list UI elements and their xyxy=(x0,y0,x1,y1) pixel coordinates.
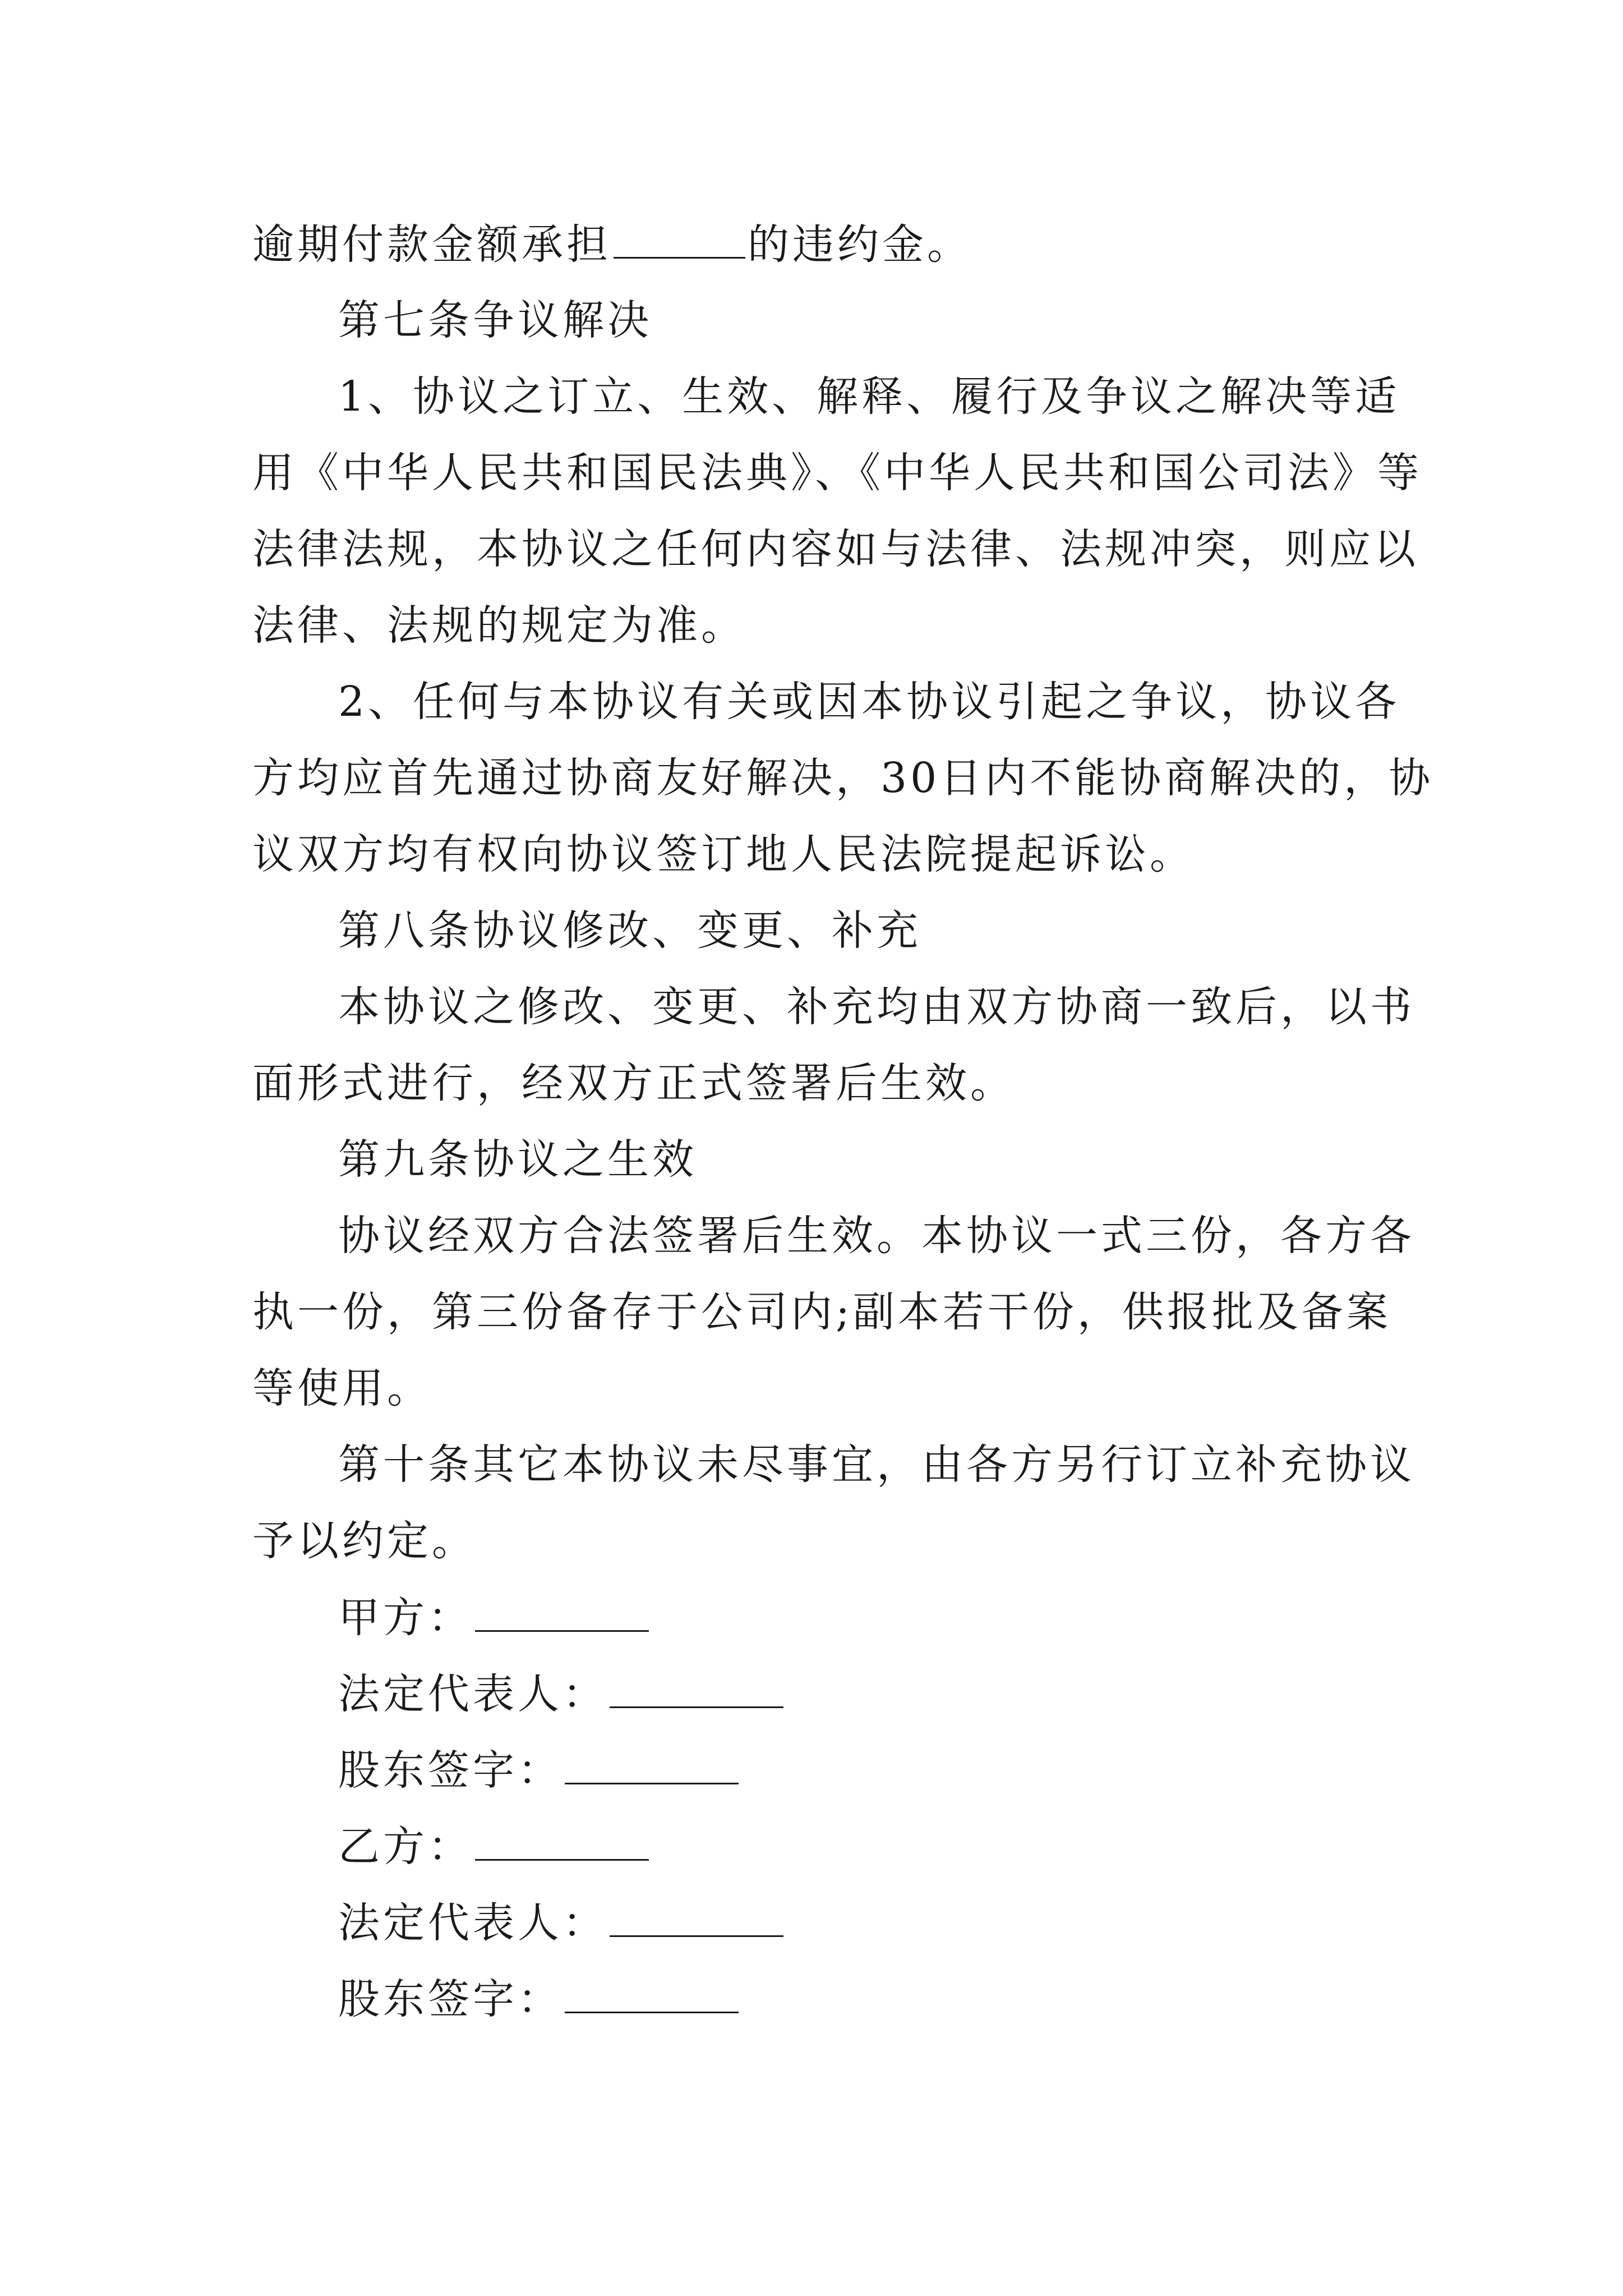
signature-blank[interactable] xyxy=(475,1825,649,1861)
paragraph-line: 本协议之修改、变更、补充均由双方协商一致后，以书 xyxy=(338,983,1415,1031)
signature-label: 法定代表人： xyxy=(338,1670,607,1718)
paragraph-line: 协议经双方合法签署后生效。本协议一式三份，各方各 xyxy=(338,1212,1415,1260)
paragraph-line: 议双方均有权向协议签订地人民法院提起诉讼。 xyxy=(252,830,1195,878)
paragraph-line: 执一份，第三份备存于公司内;副本若干份，供报批及备案 xyxy=(252,1288,1391,1336)
signature-blank[interactable] xyxy=(610,1902,783,1937)
paragraph-line: 面形式进行，经双方正式签署后生效。 xyxy=(252,1059,1015,1107)
signature-label: 股东签字： xyxy=(338,1975,562,2023)
text-segment: 的违约金。 xyxy=(748,220,972,269)
signature-blank[interactable] xyxy=(475,1596,649,1632)
section-heading: 第九条协议之生效 xyxy=(338,1135,697,1184)
signature-label: 乙方： xyxy=(338,1823,473,1871)
signature-blank[interactable] xyxy=(610,1673,783,1708)
paragraph-line: 法律、法规的规定为准。 xyxy=(252,601,746,650)
paragraph-line: 用《中华人民共和国民法典》、《中华人民共和国公司法》等 xyxy=(252,449,1422,497)
signature-blank[interactable] xyxy=(565,1978,739,2013)
paragraph-line: 法律法规，本协议之任何内容如与法律、法规冲突，则应以 xyxy=(252,525,1419,573)
signature-shareholder-b xyxy=(338,1975,1471,2023)
paragraph-line: 第十条其它本协议未尽事宜，由各方另行订立补充协议 xyxy=(338,1441,1415,1489)
paragraph-line: 方均应首先通过协商友好解决，30日内不能协商解决的，协 xyxy=(252,754,1434,802)
paragraph-line: 2、任何与本协议有关或因本协议引起之争议，协议各 xyxy=(338,678,1400,726)
blank-field[interactable] xyxy=(614,223,745,259)
signature-legal-rep-a xyxy=(338,1670,1471,1718)
signature-blank[interactable] xyxy=(565,1749,739,1784)
paragraph-line: 等使用。 xyxy=(252,1364,432,1412)
section-heading: 第八条协议修改、变更、补充 xyxy=(338,907,921,955)
signature-legal-rep-b xyxy=(338,1899,1471,1947)
signature-label: 股东签字： xyxy=(338,1746,562,1795)
text-line-penalty xyxy=(252,220,1385,269)
signature-shareholder-a xyxy=(338,1746,1471,1795)
signature-party-a xyxy=(338,1594,1471,1642)
paragraph-line: 1、协议之订立、生效、解释、履行及争议之解决等适 xyxy=(338,372,1400,421)
paragraph-line: 予以约定。 xyxy=(252,1517,477,1565)
signature-label: 法定代表人： xyxy=(338,1899,607,1947)
signature-label: 甲方： xyxy=(338,1594,473,1642)
section-heading: 第七条争议解决 xyxy=(338,296,652,344)
text-segment: 逾期付款金额承担 xyxy=(252,220,611,269)
signature-party-b xyxy=(338,1823,1471,1871)
